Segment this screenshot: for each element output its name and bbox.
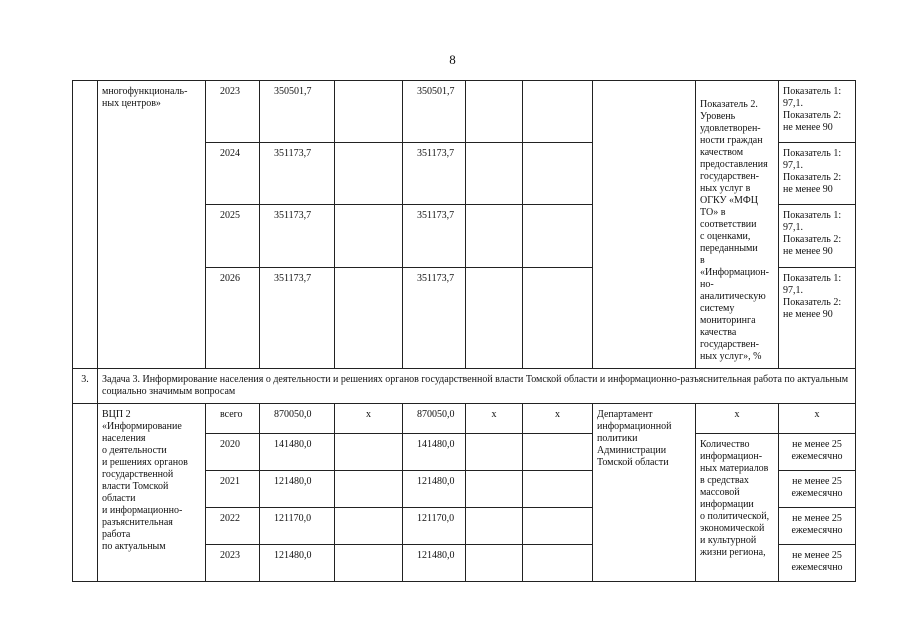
- table-row: [73, 81, 856, 143]
- total-cell: 351173,7: [260, 205, 335, 267]
- year-cell: 2023: [206, 545, 260, 582]
- total-cell: 870050,0: [260, 404, 335, 434]
- local-cell: [466, 434, 523, 471]
- federal-cell: [335, 508, 403, 545]
- measure-name-cell: ВЦП 2 «Информирование населения о деятельности и решениях органов государственной власти Томской области и информационно- разъяснительная работа по актуальным: [98, 404, 206, 582]
- regional-cell: 141480,0: [403, 434, 466, 471]
- year-cell: 2020: [206, 434, 260, 471]
- task-title: Задача 3. Информирование населения о деятельности и решениях органов государственной власти Томской области и информационно-разъяснительная работа по актуальным социально значимым вопросам: [98, 369, 856, 404]
- total-cell: 351173,7: [260, 267, 335, 368]
- other-cell: х: [523, 404, 593, 434]
- table-row-summary: [73, 404, 856, 434]
- federal-cell: х: [335, 404, 403, 434]
- regional-cell: 870050,0: [403, 404, 466, 434]
- year-cell: 2025: [206, 205, 260, 267]
- federal-cell: [335, 471, 403, 508]
- federal-cell: [335, 267, 403, 368]
- regional-cell: 351173,7: [403, 267, 466, 368]
- federal-cell: [335, 205, 403, 267]
- regional-cell: 351173,7: [403, 205, 466, 267]
- program-table: [72, 80, 856, 582]
- total-cell: 141480,0: [260, 434, 335, 471]
- local-cell: [466, 545, 523, 582]
- local-cell: [466, 508, 523, 545]
- regional-cell: 121480,0: [403, 545, 466, 582]
- indicator-value-cell: Показатель 1: 97,1. Показатель 2: не менее 90: [779, 267, 856, 368]
- local-cell: х: [466, 404, 523, 434]
- indicator-value-cell: Показатель 1: 97,1. Показатель 2: не менее 90: [779, 205, 856, 267]
- indicator-value-cell: не менее 25 ежемесячно: [779, 471, 856, 508]
- total-cell: 350501,7: [260, 81, 335, 143]
- indicator-value-cell: Показатель 1: 97,1. Показатель 2: не менее 90: [779, 81, 856, 143]
- page-number: 8: [449, 52, 456, 67]
- row-number-cell: [73, 404, 98, 582]
- other-cell: [523, 205, 593, 267]
- regional-cell: 351173,7: [403, 143, 466, 205]
- other-cell: [523, 267, 593, 368]
- row-number-cell: [73, 81, 98, 369]
- local-cell: [466, 471, 523, 508]
- executor-cell: Департамент информационной политики Администрации Томской области: [593, 404, 696, 582]
- year-cell: 2024: [206, 143, 260, 205]
- regional-cell: 121480,0: [403, 471, 466, 508]
- year-cell: 2026: [206, 267, 260, 368]
- year-cell: 2023: [206, 81, 260, 143]
- local-cell: [466, 81, 523, 143]
- other-cell: [523, 471, 593, 508]
- federal-cell: [335, 434, 403, 471]
- year-cell: 2021: [206, 471, 260, 508]
- local-cell: [466, 205, 523, 267]
- other-cell: [523, 81, 593, 143]
- other-cell: [523, 434, 593, 471]
- federal-cell: [335, 545, 403, 582]
- local-cell: [466, 143, 523, 205]
- other-cell: [523, 545, 593, 582]
- federal-cell: [335, 81, 403, 143]
- indicator-value-cell: не менее 25 ежемесячно: [779, 545, 856, 582]
- local-cell: [466, 267, 523, 368]
- other-cell: [523, 143, 593, 205]
- indicator-cell: Количество информацион- ных материалов в средствах массовой информации о политической, экономической и культурной жизни региона,: [696, 434, 779, 582]
- year-cell: всего: [206, 404, 260, 434]
- regional-cell: 350501,7: [403, 81, 466, 143]
- executor-cell: [593, 81, 696, 369]
- measure-name-cell: многофункциональ- ных центров»: [98, 81, 206, 369]
- other-cell: [523, 508, 593, 545]
- indicator-value-cell: не менее 25 ежемесячно: [779, 508, 856, 545]
- indicator-value-cell: х: [779, 404, 856, 434]
- total-cell: 351173,7: [260, 143, 335, 205]
- federal-cell: [335, 143, 403, 205]
- indicator-value-cell: не менее 25 ежемесячно: [779, 434, 856, 471]
- year-cell: 2022: [206, 508, 260, 545]
- total-cell: 121170,0: [260, 508, 335, 545]
- indicator-value-cell: Показатель 1: 97,1. Показатель 2: не менее 90: [779, 143, 856, 205]
- regional-cell: 121170,0: [403, 508, 466, 545]
- total-cell: 121480,0: [260, 545, 335, 582]
- indicator-cell: Показатель 2. Уровень удовлетворен- ности граждан качеством предоставления государствен- ных услуг в ОГКУ «МФЦ ТО» в соответствии с оценками, переданными в «Информацион- но- аналитическую систему мониторинга качества государствен- ных услуг», %: [696, 81, 779, 369]
- indicator-cell: х: [696, 404, 779, 434]
- task-row: [73, 369, 856, 404]
- total-cell: 121480,0: [260, 471, 335, 508]
- task-number: 3.: [73, 369, 98, 404]
